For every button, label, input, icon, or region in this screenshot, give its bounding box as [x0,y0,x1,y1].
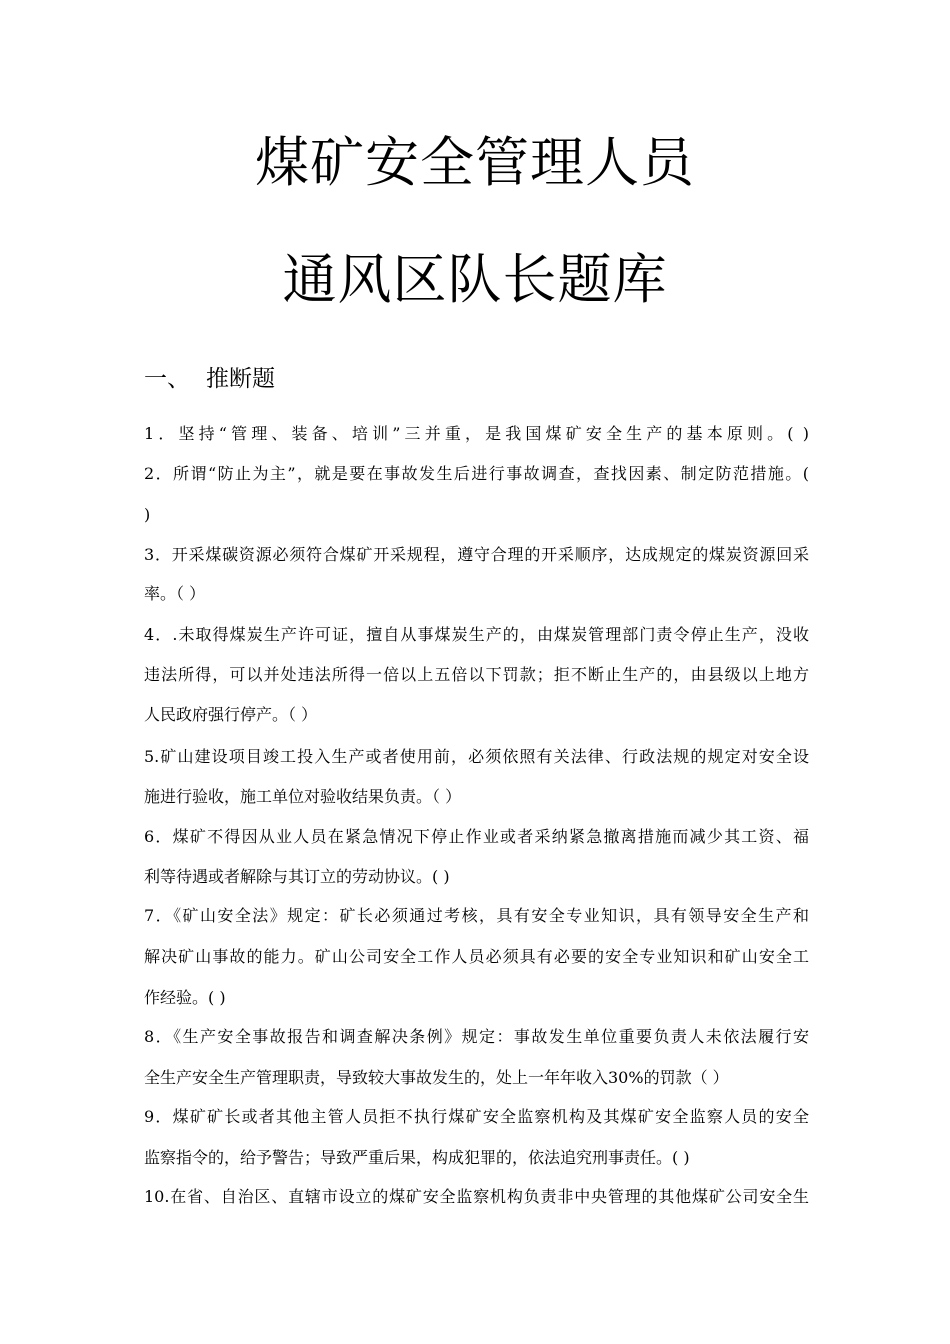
question-text-line: 4．.未取得煤炭生产许可证，擅自从事煤炭生产的，由煤炭管理部门责令停止生产，没收 [144,625,809,644]
question-text-line: 9．煤矿矿长或者其他主管人员拒不执行煤矿安全监察机构及其煤矿安全监察人员的安全 [144,1107,809,1126]
page-title: 煤矿安全管理人员 [255,131,695,194]
page-subtitle: 通风区队长题库 [282,248,668,311]
question-text-line: 5.矿山建设项目竣工投入生产或者使用前，必须依照有关法律、行政法规的规定对安全设 [144,747,809,766]
question-text-line: 6．煤矿不得因从业人员在紧急情况下停止作业或者采纳紧急撤离措施而减少其工资、福 [144,827,809,846]
section-number: 一、 [144,366,190,392]
question-text-line: 人民政府强行停产。（ ） [144,705,318,724]
question-text-line: 作经验。( ) [144,988,226,1007]
question-text-line: 7．《矿山安全法》规定：矿长必须通过考核，具有安全专业知识，具有领导安全生产和 [144,906,809,925]
question-text-line: ) [144,505,151,524]
question-text-line: 施进行验收，施工单位对验收结果负责。（ ） [144,787,462,806]
question-text-line: 利等待遇或者解除与其订立的劳动协议。( ) [144,867,450,886]
question-text-line: 全生产安全生产管理职责，导致较大事故发生的，处上一年年收入30%的罚款（ ） [144,1068,729,1087]
question-text-line: 10.在省、自治区、直辖市设立的煤矿安全监察机构负责非中央管理的其他煤矿公司安全生 [144,1187,809,1206]
question-text-line: 违法所得，可以并处违法所得一倍以上五倍以下罚款；拒不断止生产的，由县级以上地方 [144,665,809,684]
question-text-line: 8．《生产安全事故报告和调查解决条例》规定：事故发生单位重要负责人未依法履行安 [144,1027,809,1046]
question-text-line: 监察指令的，给予警告；导致严重后果，构成犯罪的，依法追究刑事责任。( ) [144,1148,690,1167]
question-text-line: 解决矿山事故的能力。矿山公司安全工作人员必须具有必要的安全专业知识和矿山安全工 [144,947,809,966]
question-text-line: 3．开采煤碳资源必须符合煤矿开采规程，遵守合理的开采顺序，达成规定的煤炭资源回采 [144,545,809,564]
question-text-line: 2．所谓“防止为主”，就是要在事故发生后进行事故调查，查找因素、制定防范措施。( [144,464,809,483]
section-title: 推断题 [206,366,275,392]
question-text-line: 1．坚持“管理、装备、培训”三并重，是我国煤矿安全生产的基本原则。( ) [144,424,809,443]
section-heading [144,366,275,392]
question-text-line: 率。（ ） [144,584,206,603]
